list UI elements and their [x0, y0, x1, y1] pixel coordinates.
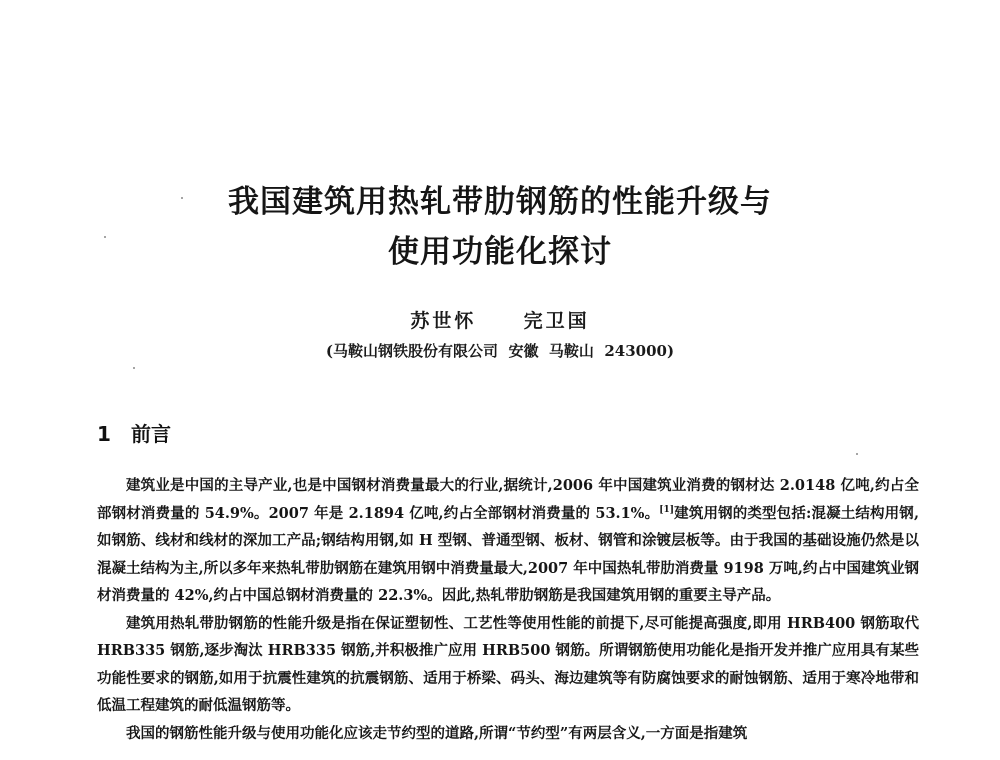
paragraph-1 — [97, 472, 919, 610]
author-affiliation: (马鞍山钢铁股份有限公司 安徽 马鞍山 243000) — [325, 342, 675, 360]
body-text — [97, 472, 919, 760]
section-heading — [97, 418, 171, 447]
scan-speck — [133, 367, 135, 369]
section-number: 1 — [97, 422, 111, 446]
scan-speck — [181, 197, 183, 199]
scan-speck — [856, 453, 858, 455]
paragraph-3: 我国的钢筋性能升级与使用功能化应该走节约型的道路,所谓“节约型”有两层含义,一方面是指建筑 — [126, 724, 748, 742]
paper-title-line-2: 使用功能化探讨 — [388, 234, 612, 270]
citation-ref: [1] — [659, 504, 675, 515]
paragraph-1-text-b: 建筑用钢的类型包括:混凝土结构用钢,如钢筋、线材和线材的深加工产品;钢结构用钢,如 H 型钢、普通型钢、板材、钢管和涂镀层板等。由于我国的基础设施仍然是以混凝土结构为主,所以多年来热轧带肋钢筋在建筑用钢中消费量最大,2007 年中国热轧带肋消费量 9198 万吨,约占中国建筑业钢材消费量的 42%,约占中国总钢材消费量的 22.3%。因此,热轧带肋钢筋是我国建筑用钢的重要主导产品。 — [97, 504, 919, 604]
author-names: 苏世怀 完卫国 — [410, 310, 590, 332]
paragraph-1-text-a: 建筑业是中国的主导产业,也是中国钢材消费量最大的行业,据统计,2006 年中国建筑业消费的钢材达 2.0148 亿吨,约占全部钢材消费量的 54.9%。2007 年是 2.1894 亿吨,约占全部钢材消费量的 53.1%。 — [97, 477, 919, 522]
section-title: 前言 — [131, 422, 171, 446]
scan-speck — [104, 236, 106, 238]
paper-title-line-1: 我国建筑用热轧带肋钢筋的性能升级与 — [228, 184, 772, 220]
paragraph-2: 建筑用热轧带肋钢筋的性能升级是指在保证塑韧性、工艺性等使用性能的前提下,尽可能提高强度,即用 HRB400 钢筋取代 HRB335 钢筋,逐步淘汰 HRB335 钢筋,并积极推广应用 HRB500 钢筋。所谓钢筋使用功能化是指开发并推广应用具有某些功能性要求的钢筋,如用于抗震性建筑的抗震钢筋、适用于桥梁、码头、海边建筑等有防腐蚀要求的耐蚀钢筋、适用于寒冷地带和低温工程建筑的耐低温钢筋等。 — [97, 614, 919, 714]
